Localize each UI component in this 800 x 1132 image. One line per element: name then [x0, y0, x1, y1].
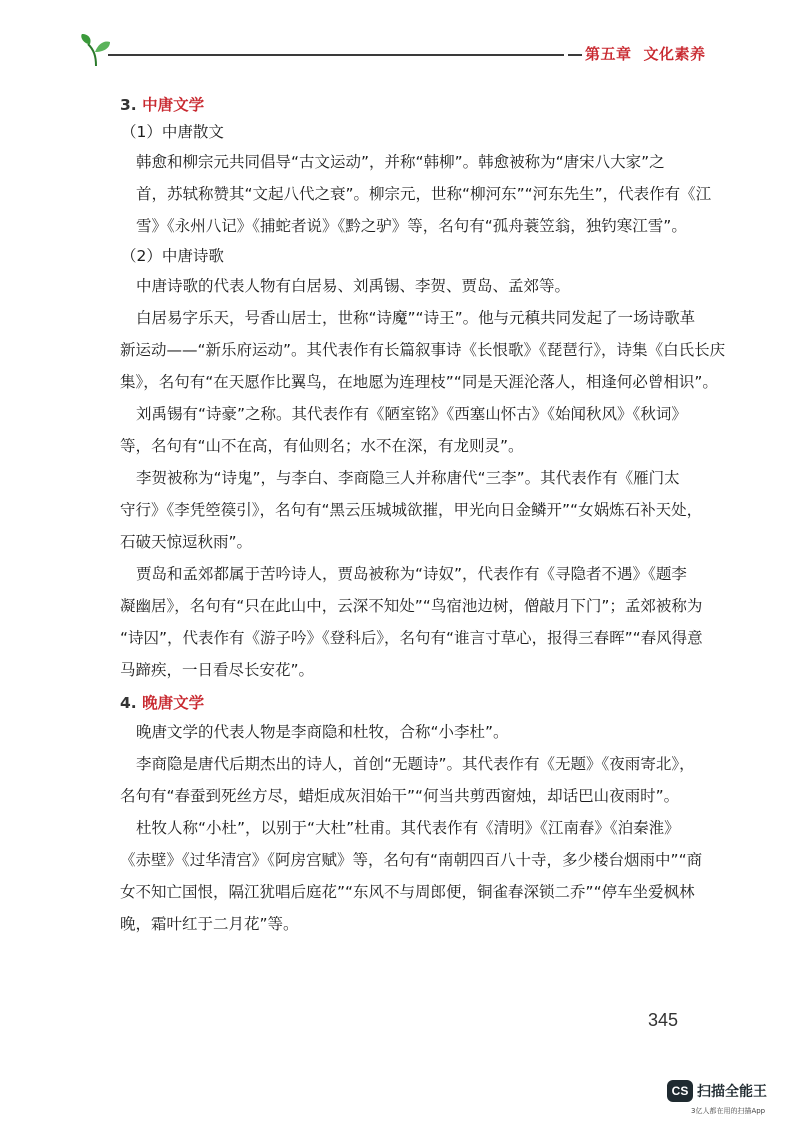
- text-line: 石破天惊逗秋雨”。: [120, 533, 253, 551]
- section-title: 中唐文学: [142, 96, 205, 114]
- text-line: 名句有“春蚕到死丝方尽，蜡炬成灰泪始干”“何当共剪西窗烛，却话巴山夜雨时”。: [120, 787, 680, 805]
- section-heading-mid-tang: [120, 92, 706, 118]
- section-title: 晚唐文学: [142, 694, 205, 712]
- section-heading-late-tang: [120, 690, 706, 716]
- text-line: 首，苏轼称赞其“文起八代之衰”。柳宗元，世称“柳河东”“河东先生”，代表作有《江: [136, 185, 712, 203]
- paragraph-jia-meng: [120, 558, 706, 686]
- page-number: 345: [648, 1010, 679, 1030]
- paragraph-li-he: [120, 462, 706, 558]
- text-line: 李商隐是唐代后期杰出的诗人，首创“无题诗”。其代表作有《无题》《夜雨寄北》，: [136, 755, 695, 773]
- text-line: 刘禹锡有“诗豪”之称。其代表作有《陋室铭》《西塞山怀古》《始闻秋风》《秋词》: [136, 405, 687, 423]
- text-line: 等，名句有“山不在高，有仙则名；水不在深，有龙则灵”。: [120, 437, 524, 455]
- cs-logo-icon: CS: [667, 1080, 693, 1102]
- paragraph-liu-yuxi: [120, 398, 706, 462]
- text-line: 《赤壁》《过华清宫》《阿房宫赋》等，名句有“南朝四百八十寺，多少楼台烟雨中”“商: [120, 851, 703, 869]
- text-line: 韩愈和柳宗元共同倡导“古文运动”，并称“韩柳”。韩愈被称为“唐宋八大家”之: [136, 153, 665, 171]
- paragraph-poetry-intro: [120, 270, 706, 302]
- text-line: 李贺被称为“诗鬼”，与李白、李商隐三人并称唐代“三李”。其代表作有《雁门太: [136, 469, 680, 487]
- text-line: 晚，霜叶红于二月花”等。: [120, 915, 299, 933]
- text-line: 马蹄疾，一日看尽长安花”。: [120, 661, 315, 679]
- text-line: 白居易字乐天，号香山居士，世称“诗魔”“诗王”。他与元稹共同发起了一场诗歌革: [136, 309, 696, 327]
- chapter-title: 文化素养: [643, 45, 706, 63]
- text-line: 凝幽居》，名句有“只在此山中，云深不知处”“鸟宿池边树，僧敲月下门”；孟郊被称为: [120, 597, 703, 615]
- scanner-slogan: 3亿人都在用的扫描App: [691, 1107, 766, 1115]
- subsection-poetry: （2）中唐诗歌: [121, 247, 224, 265]
- paragraph-du-mu: [120, 812, 706, 940]
- header-rule: [108, 54, 564, 56]
- section-number: 3.: [120, 96, 137, 114]
- text-line: 杜牧人称“小杜”，以别于“大杜”杜甫。其代表作有《清明》《江南春》《泊秦淮》: [136, 819, 680, 837]
- text-line: 雪》《永州八记》《捕蛇者说》《黔之驴》等，名句有“孤舟蓑笠翁，独钓寒江雪”。: [136, 217, 687, 235]
- page-content: [120, 88, 726, 940]
- text-line: 集》，名句有“在天愿作比翼鸟，在地愿为连理枝”“同是天涯沦落人，相逢何必曾相识”。: [120, 373, 718, 391]
- text-line: 女不知亡国恨，隔江犹唱后庭花”“东风不与周郎便，铜雀春深锁二乔”“停车坐爱枫林: [120, 883, 695, 901]
- paragraph-li-shangyin: [120, 748, 706, 812]
- subsection-prose: （1）中唐散文: [121, 123, 224, 141]
- section-number: 4.: [120, 694, 137, 712]
- header-rule-dash: [568, 54, 582, 56]
- text-line: 中唐诗歌的代表人物有白居易、刘禹锡、李贺、贾岛、孟郊等。: [136, 277, 571, 295]
- chapter-number: 第五章: [585, 45, 632, 63]
- chapter-label: [585, 43, 706, 64]
- scanner-watermark: [667, 1080, 797, 1120]
- paragraph-bai-juyi: [120, 302, 726, 398]
- text-line: 守行》《李凭箜篌引》，名句有“黑云压城城欲摧，甲光向日金鳞开”“女娲炼石补天处，: [120, 501, 703, 519]
- paragraph-late-intro: [120, 716, 706, 748]
- text-line: 贾岛和孟郊都属于苦吟诗人，贾岛被称为“诗奴”，代表作有《寻隐者不遇》《题李: [136, 565, 687, 583]
- text-line: 晚唐文学的代表人物是李商隐和杜牧，合称“小李杜”。: [136, 723, 509, 741]
- scanner-app-name: 扫描全能王: [697, 1084, 767, 1100]
- text-line: 新运动——“新乐府运动”。其代表作有长篇叙事诗《长恨歌》《琵琶行》，诗集《白氏长庆: [120, 341, 726, 359]
- paragraph-han-liu: [120, 146, 712, 242]
- text-line: “诗囚”，代表作有《游子吟》《登科后》，名句有“谁言寸草心，报得三春晖”“春风得意: [120, 629, 703, 647]
- sprout-icon: [78, 30, 118, 70]
- page-header: [78, 30, 718, 70]
